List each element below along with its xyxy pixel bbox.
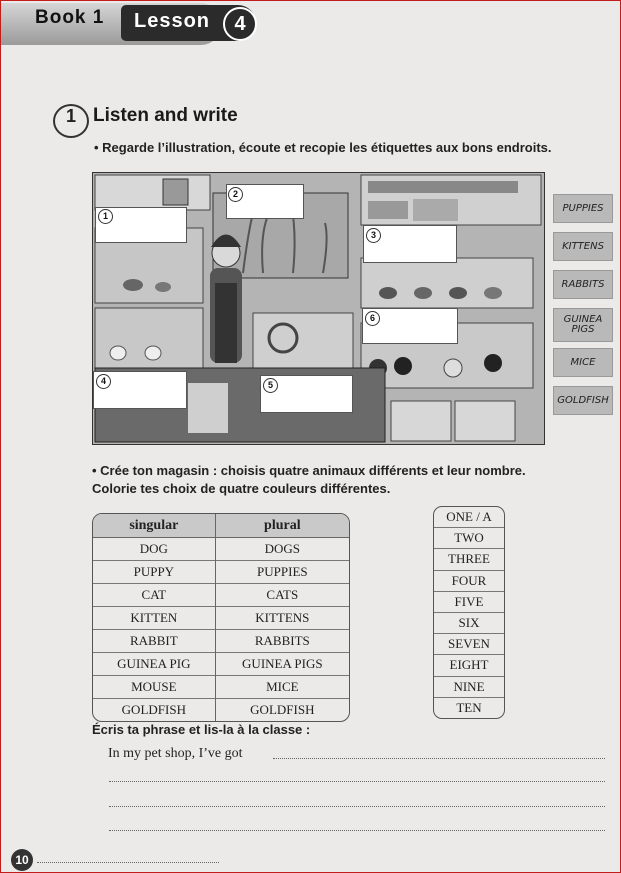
label-card-rabbits[interactable]: RABBITS xyxy=(553,270,613,299)
table-row[interactable] xyxy=(93,676,349,699)
number-item[interactable]: NINE xyxy=(434,676,504,697)
table-row[interactable] xyxy=(93,607,349,630)
plural-cell: GOLDFISH xyxy=(215,699,349,722)
plural-cell: KITTENS xyxy=(215,607,349,630)
slot-number-5: 5 xyxy=(263,378,278,393)
label-card-mice[interactable]: MICE xyxy=(553,348,613,377)
number-item[interactable]: FIVE xyxy=(434,591,504,612)
plural-cell: DOGS xyxy=(215,538,349,561)
singular-cell: DOG xyxy=(93,538,215,561)
book-lesson-header xyxy=(1,1,269,47)
singular-cell: PUPPY xyxy=(93,561,215,584)
slot-number-1: 1 xyxy=(98,209,113,224)
singular-cell: CAT xyxy=(93,584,215,607)
table-row[interactable] xyxy=(93,538,349,561)
slot-number-4: 4 xyxy=(96,374,111,389)
singular-cell: GOLDFISH xyxy=(93,699,215,722)
number-item[interactable]: SIX xyxy=(434,612,504,633)
book-label: Book 1 xyxy=(35,7,105,28)
table-row[interactable] xyxy=(93,584,349,607)
numbers-list xyxy=(433,506,505,719)
table-row[interactable] xyxy=(93,699,349,722)
singular-cell: GUINEA PIG xyxy=(93,653,215,676)
singular-cell: RABBIT xyxy=(93,630,215,653)
singular-plural-table xyxy=(92,513,350,722)
number-item[interactable]: TWO xyxy=(434,527,504,548)
sentence-start: In my pet shop, I’ve got xyxy=(108,746,243,761)
writing-line[interactable] xyxy=(273,758,605,759)
shop-instruction-1: • Crée ton magasin : choisis quatre animaux différents et leur nombre. xyxy=(92,463,526,478)
exercise-instruction: • Regarde l’illustration, écoute et recopie les étiquettes aux bons endroits. xyxy=(94,140,552,155)
number-item[interactable]: SEVEN xyxy=(434,633,504,654)
number-item[interactable]: TEN xyxy=(434,697,504,718)
column-header-singular: singular xyxy=(93,514,215,538)
singular-cell: KITTEN xyxy=(93,607,215,630)
page-number: 10 xyxy=(11,849,33,871)
plural-cell: MICE xyxy=(215,676,349,699)
writing-instruction: Écris ta phrase et lis-la à la classe : xyxy=(92,722,311,737)
plural-cell: CATS xyxy=(215,584,349,607)
number-item[interactable]: EIGHT xyxy=(434,654,504,675)
lesson-label: Lesson xyxy=(134,10,211,32)
lesson-number: 4 xyxy=(223,7,257,41)
slot-number-6: 6 xyxy=(365,311,380,326)
plural-cell: GUINEA PIGS xyxy=(215,653,349,676)
label-card-puppies[interactable]: PUPPIES xyxy=(553,194,613,223)
slot-number-3: 3 xyxy=(366,228,381,243)
writing-line[interactable] xyxy=(109,781,605,782)
label-card-goldfish[interactable]: GOLDFISH xyxy=(553,386,613,415)
plural-cell: RABBITS xyxy=(215,630,349,653)
plural-cell: PUPPIES xyxy=(215,561,349,584)
number-item[interactable]: ONE / A xyxy=(446,509,492,524)
exercise-number: 1 xyxy=(53,104,89,138)
slot-number-2: 2 xyxy=(228,187,243,202)
footer-rule xyxy=(37,862,219,863)
table-row[interactable] xyxy=(93,653,349,676)
column-header-plural: plural xyxy=(215,514,349,538)
label-card-kittens[interactable]: KITTENS xyxy=(553,232,613,261)
writing-line[interactable] xyxy=(109,830,605,831)
shop-instruction-2: Colorie tes choix de quatre couleurs différentes. xyxy=(92,481,391,496)
table-row[interactable] xyxy=(93,561,349,584)
writing-line[interactable] xyxy=(109,806,605,807)
table-row[interactable] xyxy=(93,630,349,653)
singular-cell: MOUSE xyxy=(93,676,215,699)
exercise-title: Listen and write xyxy=(93,105,238,126)
number-item[interactable]: THREE xyxy=(434,548,504,569)
pet-shop-illustration xyxy=(92,172,545,445)
number-item[interactable]: FOUR xyxy=(434,570,504,591)
label-card-guinea-pigs[interactable]: GUINEA PIGS xyxy=(553,308,613,342)
